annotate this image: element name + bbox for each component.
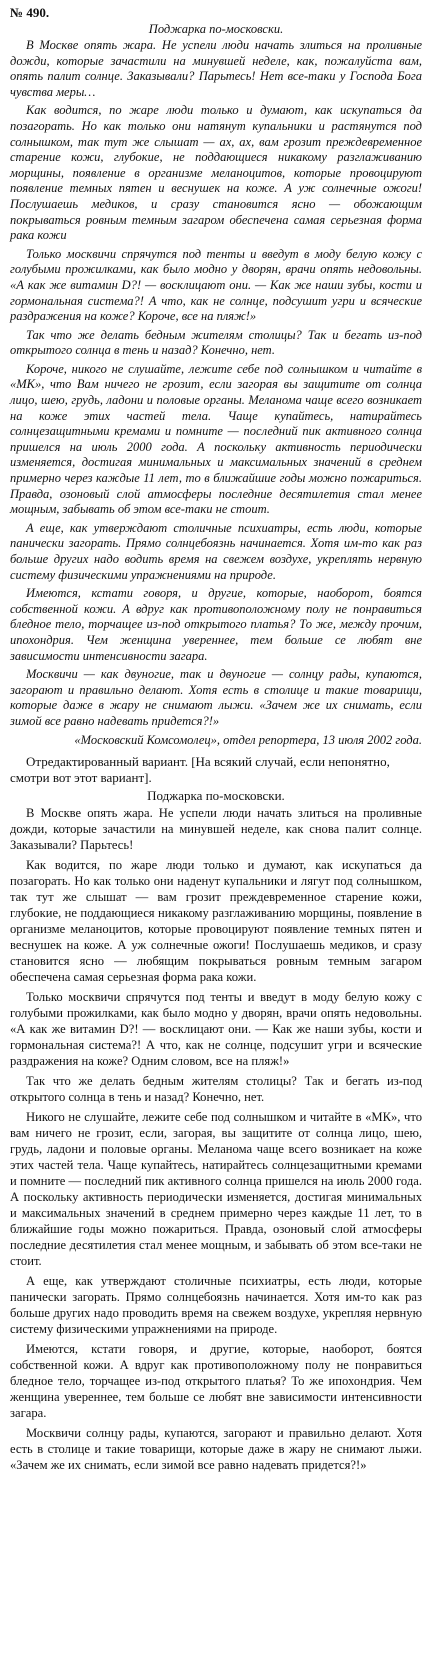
edited-paragraph: Только москвичи спрячутся под тенты и введут в моду белую кожу с голубыми прожилками, как было модно у дворян, врачи опять недовольны. «А как же витамин D?! — восклицают они. — Как же наши зубы, кости и гормональная система?! А что, как не солнце, подсушит угри и всяческие раздражения на коже? Одним словом, все на пляж!» [10, 989, 422, 1068]
exercise-number: № 490. [10, 5, 50, 20]
edited-paragraph: В Москве опять жара. Не успели люди начать злиться на проливные дожди, которые зачастили на минувшей неделе, как снова палит солнце. Заказывали? Парьтесь! [10, 805, 422, 852]
edited-paragraph: А еще, как утверждают столичные психиатры, есть люди, которые панически загорать. Прямо солнцебоязнь начинается. Хотя им-то как раз больше других надо проводить время на свежем воздухе, укрепляя нервную систему физическими упражнениями на природе. [10, 1273, 422, 1336]
edited-paragraph: Москвичи солнцу рады, купаются, загорают и правильно делают. Хотя есть в столице и такие товарищи, которые даже в жару не снимают лыжи. «Зачем же их снимать, если зимой все равно надевать придется?!» [10, 1425, 422, 1472]
original-paragraph: Так что же делать бедным жителям столицы? Так и бегать из-под открытого солнца в тень и назад? Конечно, нет. [10, 327, 422, 358]
edited-paragraph: Никого не слушайте, лежите себе под солнышком и читайте в «МК», что вам ничего не грозит, если, загорая, вы защитите от солнца лицо, шею, грудь, ладони и половые органы. Меланома чаще всего возникает на коже этих частей тела. Чаще купайтесь, натирайтесь солнцезащитными кремами и помните — последний пик активного солнца пришелся на июль 2000 года. А поскольку активность периодически изменяется, достигая минимальных и максимальных значений в среднем примерно через каждые 11 лет, то в ближайшие годы можно пожариться. Правда, озоновый слой атмосферы последние десятилетия стал менее мощным, и забывать об этом все-таки не стоит. [10, 1109, 422, 1268]
original-paragraph: В Москве опять жара. Не успели люди начать злиться на проливные дожди, которые зачастили на минувшей неделе, как, пожалуйста вам, опять палит солнце. Заказывали? Парьтесь! Нет все-таки у Господа Бога чувства меры… [10, 38, 422, 99]
original-paragraph: Москвичи — как двуногие, так и двуногие — солнцу рады, купаются, загорают и правильно делают. Хотя есть в столице и такие товарищи, которые даже в жару не снимают лыжи. «Зачем же их снимать, если зимой все равно надевать придется?!» [10, 667, 422, 728]
original-paragraph: Короче, никого не слушайте, лежите себе под солнышком и читайте в «МК», что Вам ничего не грозит, если загорая вы защитите от солнца лицо, шею, грудь, ладони и половые органы. Меланома чаще всего возникает на коже этих частей тела. Чаще купайтесь, натирайтесь солнцезащитными кремами и помните — последний пик активного солнца пришелся на июль 2000 года. А поскольку активность периодически изменяется, достигая минимальных и максимальных значений в среднем примерно через каждые 11 лет, то в ближайшие годы можно пожариться. Правда, озоновый слой атмосферы последние десятилетия стал менее мощным, забывать об этом все-таки не стоит. [10, 361, 422, 517]
source-citation: «Московский Комсомолец», отдел репортера, 13 июля 2002 года. [74, 732, 422, 747]
original-paragraph: Только москвичи спрячутся под тенты и введут в моду белую кожу с голубыми прожилками, как было модно у дворян, врачи опять недовольны. «А как же витамин D?! — восклицают они. — Как же наши зубы, кости и гормональная система?! А что, как не солнце, подсушит угри и всяческие раздражения на коже? Короче, все на пляж!» [10, 246, 422, 324]
edited-title: Поджарка по-московски. [147, 787, 285, 803]
edited-version-note: Отредактированный вариант. [На всякий случай, если непонятно, смотри вот этот вариант]. [10, 753, 390, 785]
edited-paragraph: Имеются, кстати говоря, и другие, которые, наоборот, боятся собственной кожи. А вдруг как противоположному полу не понравиться бледное тело, торчащее из-под открытого платья? То же ипохондрия. Чем женщина увереннее, тем больше се любят вне зависимости интенсивности загара. [10, 1341, 422, 1420]
edited-paragraph: Как водится, по жаре люди только и думают, как искупаться да позагорать. Но как только они наденут купальники и лягут под солнышком, так тут же слышат — вам грозит преждевременное старение кожи, глубокие, не поддающиеся никакому разглаживанию морщины, появление в организме меланоцитов, которые провоцируют появление темных пятен и веснушек на коже. А уж солнечные ожоги! Послушаешь медиков, и сразу становится ясно — любящим покрываться ровным темным загаром обеспечена самая серьезная форма рака кожи. [10, 857, 422, 984]
original-paragraph: Как водится, по жаре люди только и думают, как искупаться да позагорать. Но как только они натянут купальники и растянутся под солнышком, так тут же слышат — ах, ах, вам грозит преждевременное старение кожи, глубокие, не поддающиеся никакому разглаживанию морщины, появление в организме меланоцитов, которые провоцируют появление темных пятен и веснушек на коже. А уж солнечные ожоги! Послушаешь медиков, и сразу становится ясно — обожающим покрываться ровным темным загаром обеспечена самая серьезная форма рака кожи [10, 103, 422, 243]
original-text [10, 38, 422, 730]
edited-paragraph: Так что же делать бедным жителям столицы? Так и бегать из-под открытого солнца в тень и назад? Конечно, нет. [10, 1073, 422, 1104]
edited-text [10, 805, 422, 1473]
original-paragraph: Имеются, кстати говоря, и другие, которые, наоборот, боятся собственной кожи. А вдруг как противоположному полу не понравиться бледное тело, торчащее из-под открытого платья? То же, между прочим, ипохондрия. Чем женщина увереннее, тем больше се любят вне зависимости интенсивности загара. [10, 586, 422, 663]
original-paragraph: А еще, как утверждают столичные психиатры, есть люди, которые панически загорать. Прямо солнцебоязнь начинается. Хотя им-то как раз больше других надо водить время на свежем воздухе, укреплять нервную систему физическими упражнениями на природе. [10, 520, 422, 582]
original-title: Поджарка по-московски. [148, 22, 284, 36]
